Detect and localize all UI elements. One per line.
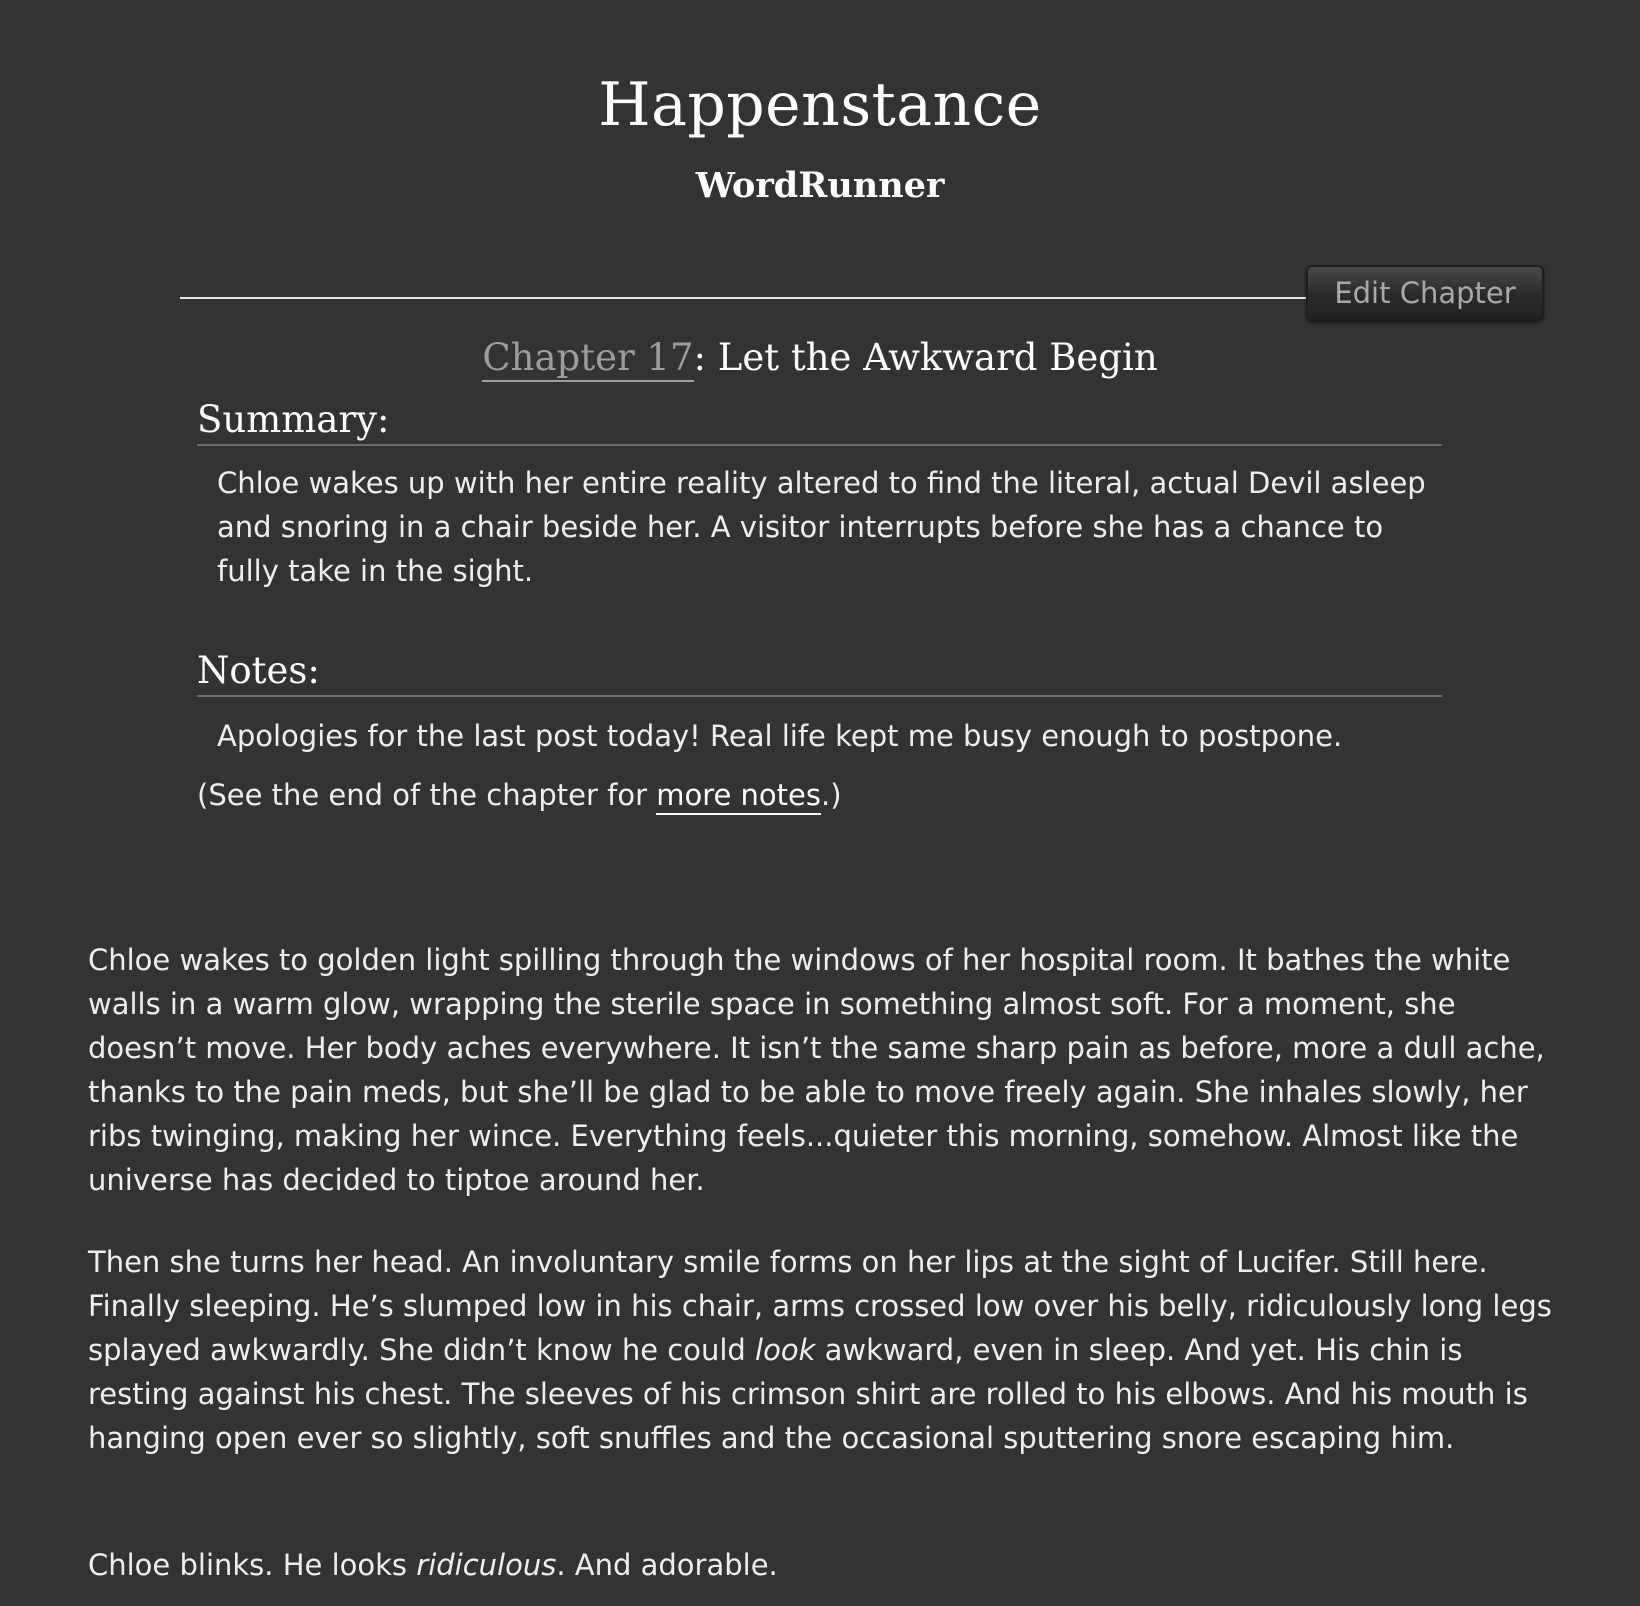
summary-heading: Summary: [197, 398, 1442, 446]
chapter-paragraph [88, 1543, 1558, 1587]
end-notes-suffix: .) [821, 778, 842, 812]
chapter-paragraph: Chloe wakes to golden light spilling through the windows of her hospital room. It bathes the white walls in a warm glow, wrapping the sterile space in something almost soft. For a moment, she doesn’t move. Her body aches everywhere. It isn’t the same sharp pain as before, more a dull ache, thanks to the pain meds, but she’ll be glad to be able to move freely again. She inhales slowly, her ribs twinging, making her wince. Everything feels...quieter this morning, somehow. Almost like the universe has decided to tiptoe around her. [88, 943, 1545, 1197]
emphasis-text: look [755, 1333, 816, 1367]
chapter-number-link[interactable]: Chapter 17 [482, 336, 693, 382]
paragraph-text: Chloe blinks. He looks [88, 1548, 417, 1582]
end-notes-prefix: (See the end of the chapter for [197, 778, 657, 812]
emphasis-text: ridiculous [416, 1548, 557, 1582]
summary-text: Chloe wakes up with her entire reality altered to find the literal, actual Devil asleep and snoring in a chair beside her. A visitor interrupts before she has a chance to fully take in the sight. [217, 466, 1426, 588]
header-divider [180, 297, 1310, 299]
work-title: Happenstance [598, 70, 1042, 140]
chapter-title-separator: : [693, 336, 718, 379]
chapter-paragraph [88, 1240, 1558, 1460]
more-notes-link[interactable]: more notes [656, 778, 821, 815]
edit-chapter-button[interactable]: Edit Chapter [1306, 265, 1544, 321]
chapter-title: Let the Awkward Begin [717, 336, 1158, 379]
chapter-heading [0, 336, 1640, 379]
paragraph-text: awkward, even in sleep. And yet. His chin is resting against his chest. The sleeves of his crimson shirt are rolled to his elbows. And his mouth is hanging open ever so slightly, soft snuffles and the occasional sputtering snore escaping him. [88, 1333, 1528, 1455]
paragraph-text: . And adorable. [556, 1548, 778, 1582]
notes-heading: Notes: [197, 649, 1442, 697]
work-author[interactable]: WordRunner [695, 165, 945, 206]
paragraph-text: Then she turns her head. An involuntary smile forms on her lips at the sight of Lucifer. Still here. Finally sleeping. He’s slumped low in his chair, arms crossed low over his belly, ridiculously long legs splayed awkwardly. She didn’t know he could [88, 1245, 1552, 1367]
notes-text: Apologies for the last post today! Real life kept me busy enough to postpone. [217, 719, 1343, 753]
end-notes-reference [197, 773, 842, 817]
